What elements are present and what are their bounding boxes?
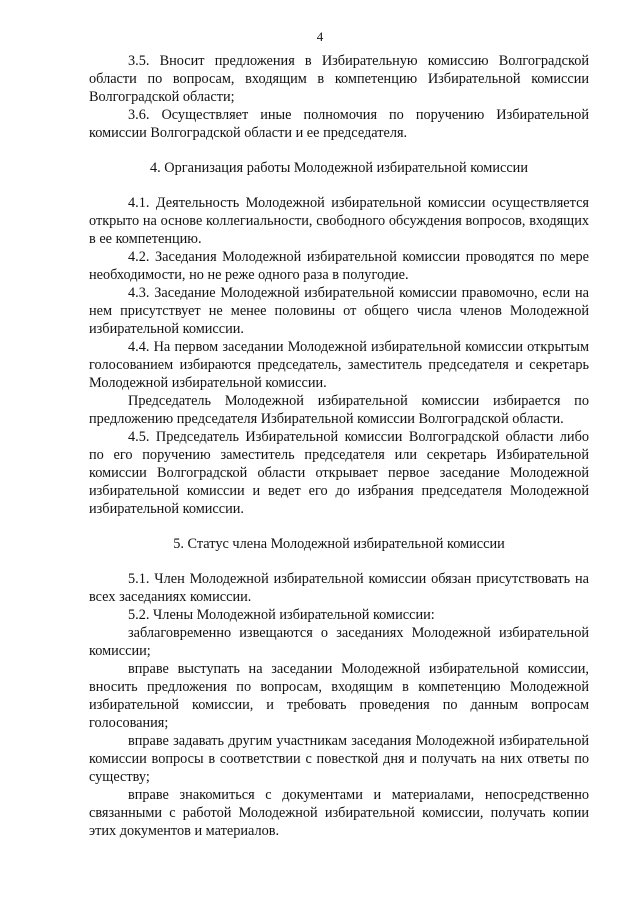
paragraph-4-4: 4.4. На первом заседании Молодежной избирательной комиссии открытым голосованием избираются председатель, заместитель председателя и секретарь Молодежной избирательной комиссии.	[89, 339, 589, 391]
paragraph-4-1: 4.1. Деятельность Молодежной избирательной комиссии осуществляется открыто на основе коллегиальности, свободного обсуждения вопросов, входящих в ее компетенцию.	[89, 195, 589, 247]
paragraph-4-3: 4.3. Заседание Молодежной избирательной комиссии правомочно, если на нем присутствует не менее половины от общего числа членов Молодежной избирательной комиссии.	[89, 285, 589, 337]
section-4-title: 4. Организация работы Молодежной избирательной комиссии	[149, 160, 528, 176]
section-5-title: 5. Статус члена Молодежной избирательной комиссии	[173, 536, 505, 552]
paragraph-5-2-documents: вправе знакомиться с документами и материалами, непосредственно связанными с работой Молодежной избирательной комиссии, получать копии этих документов и материалов.	[89, 787, 589, 839]
paragraph-5-2-speak: вправе выступать на заседании Молодежной избирательной комиссии, вносить предложения по вопросам, входящим в компетенцию Молодежной избирательной комиссии, и требовать проведения по данным вопросам голосования;	[89, 661, 589, 731]
paragraph-4-5: 4.5. Председатель Избирательной комиссии Волгоградской области либо по его поручению заместитель председателя или секретарь Избирательной комиссии Волгоградской области открывает первое заседание Молодежной избирательной комиссии и ведет его до избрания председателя Молодежной избирательной комиссии.	[89, 429, 589, 517]
paragraph-5-2: 5.2. Члены Молодежной избирательной комиссии:	[128, 607, 435, 623]
paragraph-4-2: 4.2. Заседания Молодежной избирательной комиссии проводятся по мере необходимости, но не реже одного раза в полугодие.	[89, 249, 589, 283]
page-number: 4	[316, 29, 324, 44]
paragraph-3-5: 3.5. Вносит предложения в Избирательную комиссию Волгоградской области по вопросам, входящим в компетенцию Избирательной комиссии Волгоградской области;	[89, 53, 589, 105]
document-body	[89, 52, 589, 840]
paragraph-5-1: 5.1. Член Молодежной избирательной комиссии обязан присутствовать на всех заседаниях комиссии.	[89, 571, 589, 605]
paragraph-3-6: 3.6. Осуществляет иные полномочия по поручению Избирательной комиссии Волгоградской области и ее председателя.	[89, 107, 589, 141]
paragraph-4-4-chair: Председатель Молодежной избирательной комиссии избирается по предложению председателя Избирательной комиссии Волгоградской области.	[89, 393, 589, 427]
paragraph-5-2-ask: вправе задавать другим участникам заседания Молодежной избирательной комиссии вопросы в соответствии с повесткой дня и получать на них ответы по существу;	[89, 733, 589, 785]
paragraph-5-2-notified: заблаговременно извещаются о заседаниях Молодежной избирательной комиссии;	[89, 625, 589, 659]
